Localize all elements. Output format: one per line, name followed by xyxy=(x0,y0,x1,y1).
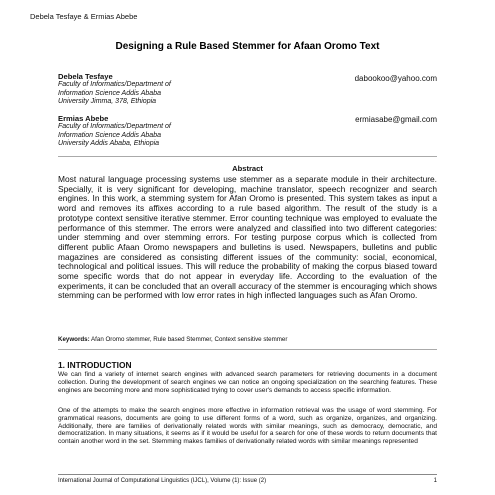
abstract-heading: Abstract xyxy=(232,164,263,173)
author-block-1 xyxy=(58,73,171,107)
author-email[interactable]: ermiasabe@gmail.com xyxy=(355,115,437,124)
paper-title: Designing a Rule Based Stemmer for Afaan Oromo Text xyxy=(115,41,380,52)
author-block-2 xyxy=(58,115,171,149)
page-number: 1 xyxy=(433,478,437,484)
keywords xyxy=(58,336,437,343)
divider xyxy=(58,156,437,157)
author-affiliation-line: Faculty of Informatics/Department of xyxy=(58,81,171,89)
running-head: Debela Tesfaye & Ermias Abebe xyxy=(30,12,138,21)
author-affiliation-line: Information Science Addis Ababa xyxy=(58,131,161,139)
author-affiliation-line: Faculty of Informatics/Department of xyxy=(58,123,171,131)
body-paragraph: We can find a variety of internet search engines with advanced search parameters for retrieving documents in a document collection. During the development of search engines we can notice an ongoing specialization on the searching features. These engines are becoming more and more sophisticated trying to cover user's demands to access specific information. xyxy=(58,371,437,394)
author-affiliation-line: University Addis Ababa, Ethiopia xyxy=(58,140,160,148)
author-email[interactable]: dabookoo@yahoo.com xyxy=(354,74,437,83)
divider xyxy=(58,349,437,350)
author-name: Debela Tesfaye xyxy=(58,72,113,81)
section-heading: 1. INTRODUCTION xyxy=(58,360,132,370)
footer-divider xyxy=(58,474,437,475)
abstract-text: Most natural language processing systems use stemmer as a separate module in their architecture. Specially, it is very significant for developing, machine translator, speech recognizer and search engines. In this work, a stemming system for Afan Oromo is presented. This system takes as input a word and removes its affixes according to a rule based algorithm. The result of the study is a prototype context sensitive iterative stemmer. Error counting technique was employed to evaluate the performance of this stemmer. The errors were analyzed and classified into two different categories: under stemming and over stemming errors. For testing purpose corpus which is collected from different public Afaan Oromo newspapers and bulletins is used. Newspapers, bulletins and public magazines are considered as consisting different issues of the community: social, economical, technological and political issues. This will reduce the probability of making the corpus biased toward some specific words that do not appear in everyday life. According to the evaluation of the experiments, it can be concluded that an overall accuracy of the stemmer is encouraging which shows stemming can be performed with low error rates in high inflected languages such as Afan Oromo. xyxy=(58,174,437,301)
keywords-label: Keywords: xyxy=(58,336,90,343)
journal-footer: International Journal of Computational Linguistics (IJCL), Volume (1): Issue (2) xyxy=(58,478,267,484)
author-affiliation-line: Information Science Addis Ababa xyxy=(58,89,161,97)
body-paragraph: One of the attempts to make the search engines more effective in information retrieval was the usage of word stemming. For grammatical reasons, documents are going to use different forms of a word, such as organize, organizes, and organizing. Additionally, there are families of derivationally related words with similar meanings, such as democracy, democratic, and democratization. In many situations, it seems as if it would be useful for a search for one of these words to return documents that contain another word in the set. Stemming makes families of derivationally related words with similar meanings represented xyxy=(58,407,437,446)
author-affiliation-line: University Jimma, 378, Ethiopia xyxy=(58,98,157,106)
keywords-text: Afan Oromo stemmer, Rule based Stemmer, Context sensitive stemmer xyxy=(91,336,288,343)
author-name: Ermias Abebe xyxy=(58,114,109,123)
